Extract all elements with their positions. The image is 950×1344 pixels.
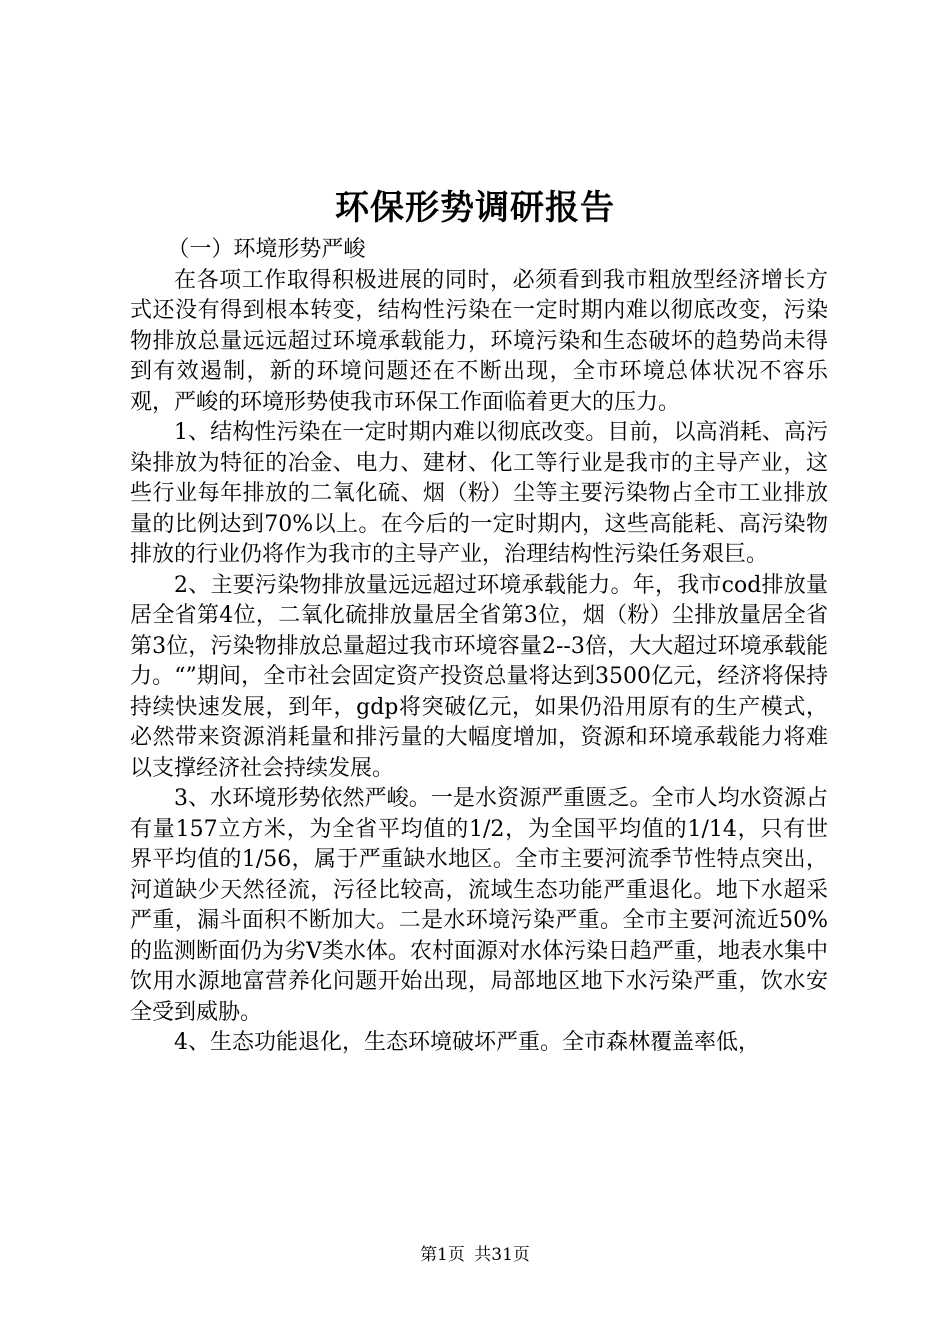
paragraph-intro: 在各项工作取得积极进展的同时，必须看到我市粗放型经济增长方式还没有得到根本转变，结构性污染在一定时期内难以彻底改变，污染物排放总量远远超过环境承载能力，环境污染和生态破坏的趋势尚未得到有效遏制，新的环境问题还在不断出现，全市环境总体状况不容乐观，严峻的环境形势使我市环保工作面临着更大的压力。	[130, 267, 828, 415]
page-footer	[0, 1243, 950, 1267]
paragraph-item-2: 2、主要污染物排放量远远超过环境承载能力。年，我市cod排放量居全省第4位，二氧化硫排放量居全省第3位，烟（粉）尘排放量居全省第3位，污染物排放总量超过我市环境容量2--3倍，大大超过环境承载能力。“”期间，全市社会固定资产投资总量将达到3500亿元，经济将保持持续快速发展，到年，gdp将突破亿元，如果仍沿用原有的生产模式，必然带来资源消耗量和排污量的大幅度增加，资源和环境承载能力将难以支撑经济社会持续发展。	[130, 572, 828, 781]
page-total: 共31页	[474, 1245, 530, 1265]
section-heading: （一）环境形势严峻	[167, 237, 366, 262]
paragraph-item-3: 3、水环境形势依然严峻。一是水资源严重匮乏。全市人均水资源占有量157立方米，为全省平均值的1/2，为全国平均值的1/14，只有世界平均值的1/56，属于严重缺水地区。全市主要河流季节性特点突出，河道缺少天然径流，污径比较高，流域生态功能严重退化。地下水超采严重，漏斗面积不断加大。二是水环境污染严重。全市主要河流近50%的监测断面仍为劣Ⅴ类水体。农村面源对水体污染日趋严重，地表水集中饮用水源地富营养化问题开始出现，局部地区地下水污染严重，饮水安全受到威胁。	[130, 786, 828, 1025]
page-number: 第1页	[420, 1245, 465, 1265]
document-title: 环保形势调研报告	[335, 188, 615, 228]
document-body	[130, 235, 828, 1059]
paragraph-item-4: 4、生态功能退化，生态环境破坏严重。全市森林覆盖率低，	[174, 1030, 760, 1055]
paragraph-item-1: 1、结构性污染在一定时期内难以彻底改变。目前，以高消耗、高污染排放为特征的冶金、电力、建材、化工等行业是我市的主导产业，这些行业每年排放的二氧化硫、烟（粉）尘等主要污染物占全市工业排放量的比例达到70%以上。在今后的一定时期内，这些高能耗、高污染物排放的行业仍将作为我市的主导产业，治理结构性污染任务艰巨。	[130, 420, 828, 567]
